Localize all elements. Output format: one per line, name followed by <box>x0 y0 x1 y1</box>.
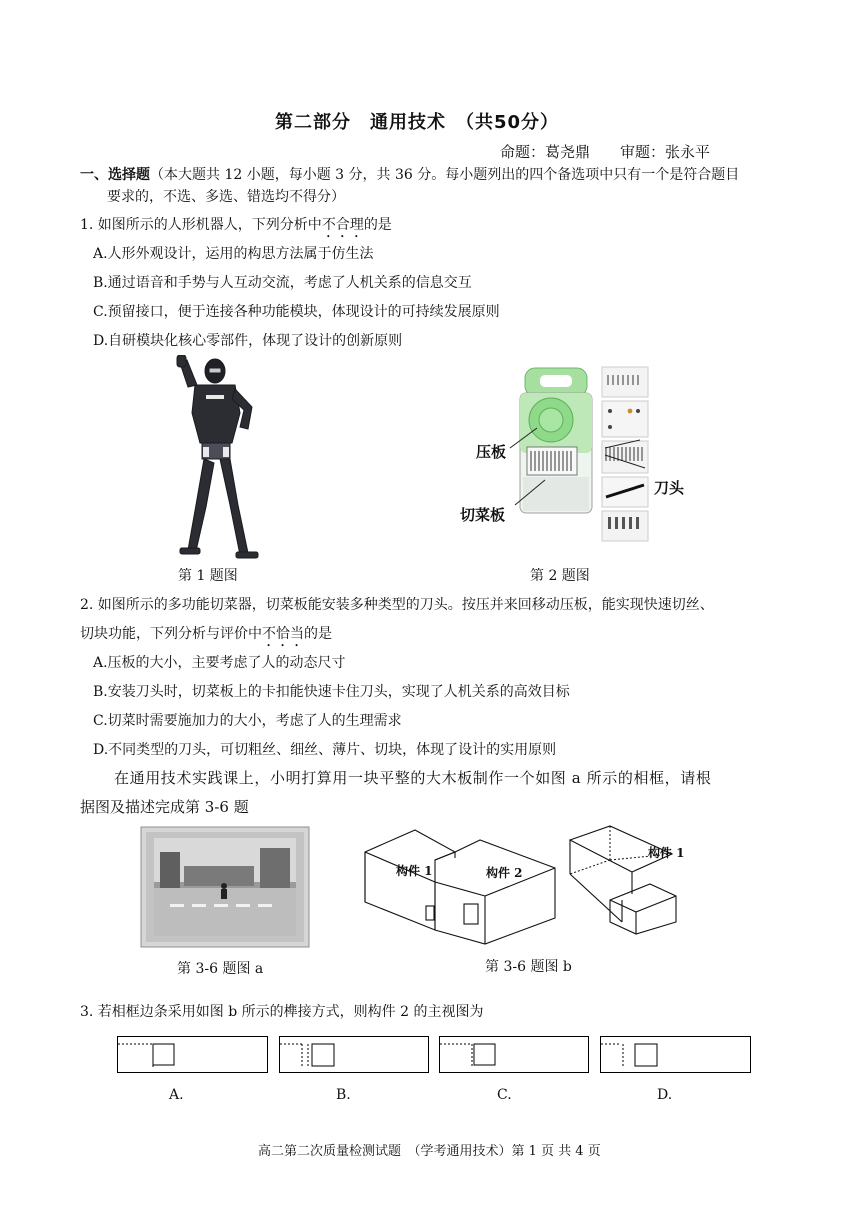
q1-stem <box>80 214 392 241</box>
q3-choice-c-label[interactable]: C. <box>497 1087 512 1103</box>
q3-choice-b-label[interactable]: B. <box>336 1087 351 1103</box>
q2-stem-line1: 2. 如图所示的多功能切菜器，切菜板能安装多种类型的刀头。按压并来回移动压板，能实现快速切丝、 <box>80 597 714 613</box>
label-cutting-board: 切菜板 <box>460 506 506 524</box>
robot-figure <box>160 355 270 570</box>
q3-choice-b-drawing[interactable] <box>279 1036 429 1073</box>
fig-b-caption: 第 3-6 题图 b <box>485 959 572 975</box>
q3-choice-d-label[interactable]: D. <box>657 1087 673 1103</box>
cutter-leader-lines <box>505 420 665 510</box>
q2-stem-prefix: 切块功能，下列分析与评价中 <box>80 626 262 642</box>
q3-choice-c-lines <box>440 1037 588 1072</box>
q1-option-d: D.自研模块化核心零部件，体现了设计的创新原则 <box>93 333 403 349</box>
intro-3-6-line1: 在通用技术实践课上，小明打算用一块平整的大木板制作一个如图 a 所示的相框，请根 <box>114 769 712 787</box>
q2-stem-line2 <box>80 623 332 650</box>
section-desc-1: （本大题共 12 小题，每小题 3 分，共 36 分。每小题列出的四个备选项中只有一个是符合题目 <box>150 167 740 183</box>
section-heading: 一、选择题 <box>80 167 150 183</box>
q1-stem-suffix: 的是 <box>363 217 392 233</box>
author-line: 命题：葛尧鼎 审题：张永平 <box>500 143 711 161</box>
q1-option-a: A.人形外观设计，运用的构思方法属于仿生法 <box>93 246 374 262</box>
q1-option-b: B.通过语音和手势与人互动交流，考虑了人机关系的信息交互 <box>93 275 472 291</box>
fig-b-exploded-part1-label: 构件 1 <box>648 846 685 860</box>
fig-b-part1-label: 构件 1 <box>396 864 433 878</box>
q3-choice-a-label[interactable]: A. <box>169 1087 184 1103</box>
fig-b-part2-label: 构件 2 <box>486 866 523 880</box>
page-footer: 高二第二次质量检测试题 （学考通用技术）第 1 页 共 4 页 <box>258 1144 601 1159</box>
page-title: 第二部分 通用技术 （共50分） <box>275 112 560 133</box>
q1-option-c: C.预留接口，便于连接各种功能模块，体现设计的可持续发展原则 <box>93 304 500 320</box>
q3-choice-b-lines <box>280 1037 428 1072</box>
joint-drawing-figure <box>360 822 685 962</box>
q2-option-a: A.压板的大小，主要考虑了人的动态尺寸 <box>93 655 346 671</box>
q2-stem-suffix: 的是 <box>304 626 332 642</box>
q2-figure-caption: 第 2 题图 <box>530 568 590 584</box>
q2-stem-emphasis: 不恰当 <box>262 626 304 642</box>
label-blade: 刀头 <box>654 479 685 497</box>
q3-choice-d-drawing[interactable] <box>600 1036 751 1073</box>
q3-stem: 3. 若相框边条采用如图 b 所示的榫接方式，则构件 2 的主视图为 <box>80 1004 484 1020</box>
q3-choice-a-drawing[interactable] <box>117 1036 268 1073</box>
photo-frame-figure <box>140 826 310 948</box>
q1-figure-caption: 第 1 题图 <box>178 568 238 584</box>
q1-stem-prefix: 1. 如图所示的人形机器人，下列分析中 <box>80 217 322 233</box>
q2-option-d: D.不同类型的刀头，可切粗丝、细丝、薄片、切块，体现了设计的实用原则 <box>93 742 557 758</box>
section-desc-2: 要求的，不选、多选、错选均不得分） <box>107 189 345 205</box>
q1-stem-emphasis: 不合理 <box>321 217 364 233</box>
intro-3-6-line2: 据图及描述完成第 3-6 题 <box>80 798 249 816</box>
label-press-plate: 压板 <box>476 443 507 461</box>
section-heading-line <box>80 164 739 184</box>
q2-option-b: B.安装刀头时，切菜板上的卡扣能快速卡住刀头，实现了人机关系的高效目标 <box>93 684 570 700</box>
q3-choice-d-lines <box>601 1037 750 1072</box>
q3-choice-c-drawing[interactable] <box>439 1036 589 1073</box>
fig-a-caption: 第 3-6 题图 a <box>177 961 264 977</box>
q2-option-c: C.切菜时需要施加力的大小，考虑了人的生理需求 <box>93 713 402 729</box>
q3-choice-a-lines <box>118 1037 267 1072</box>
